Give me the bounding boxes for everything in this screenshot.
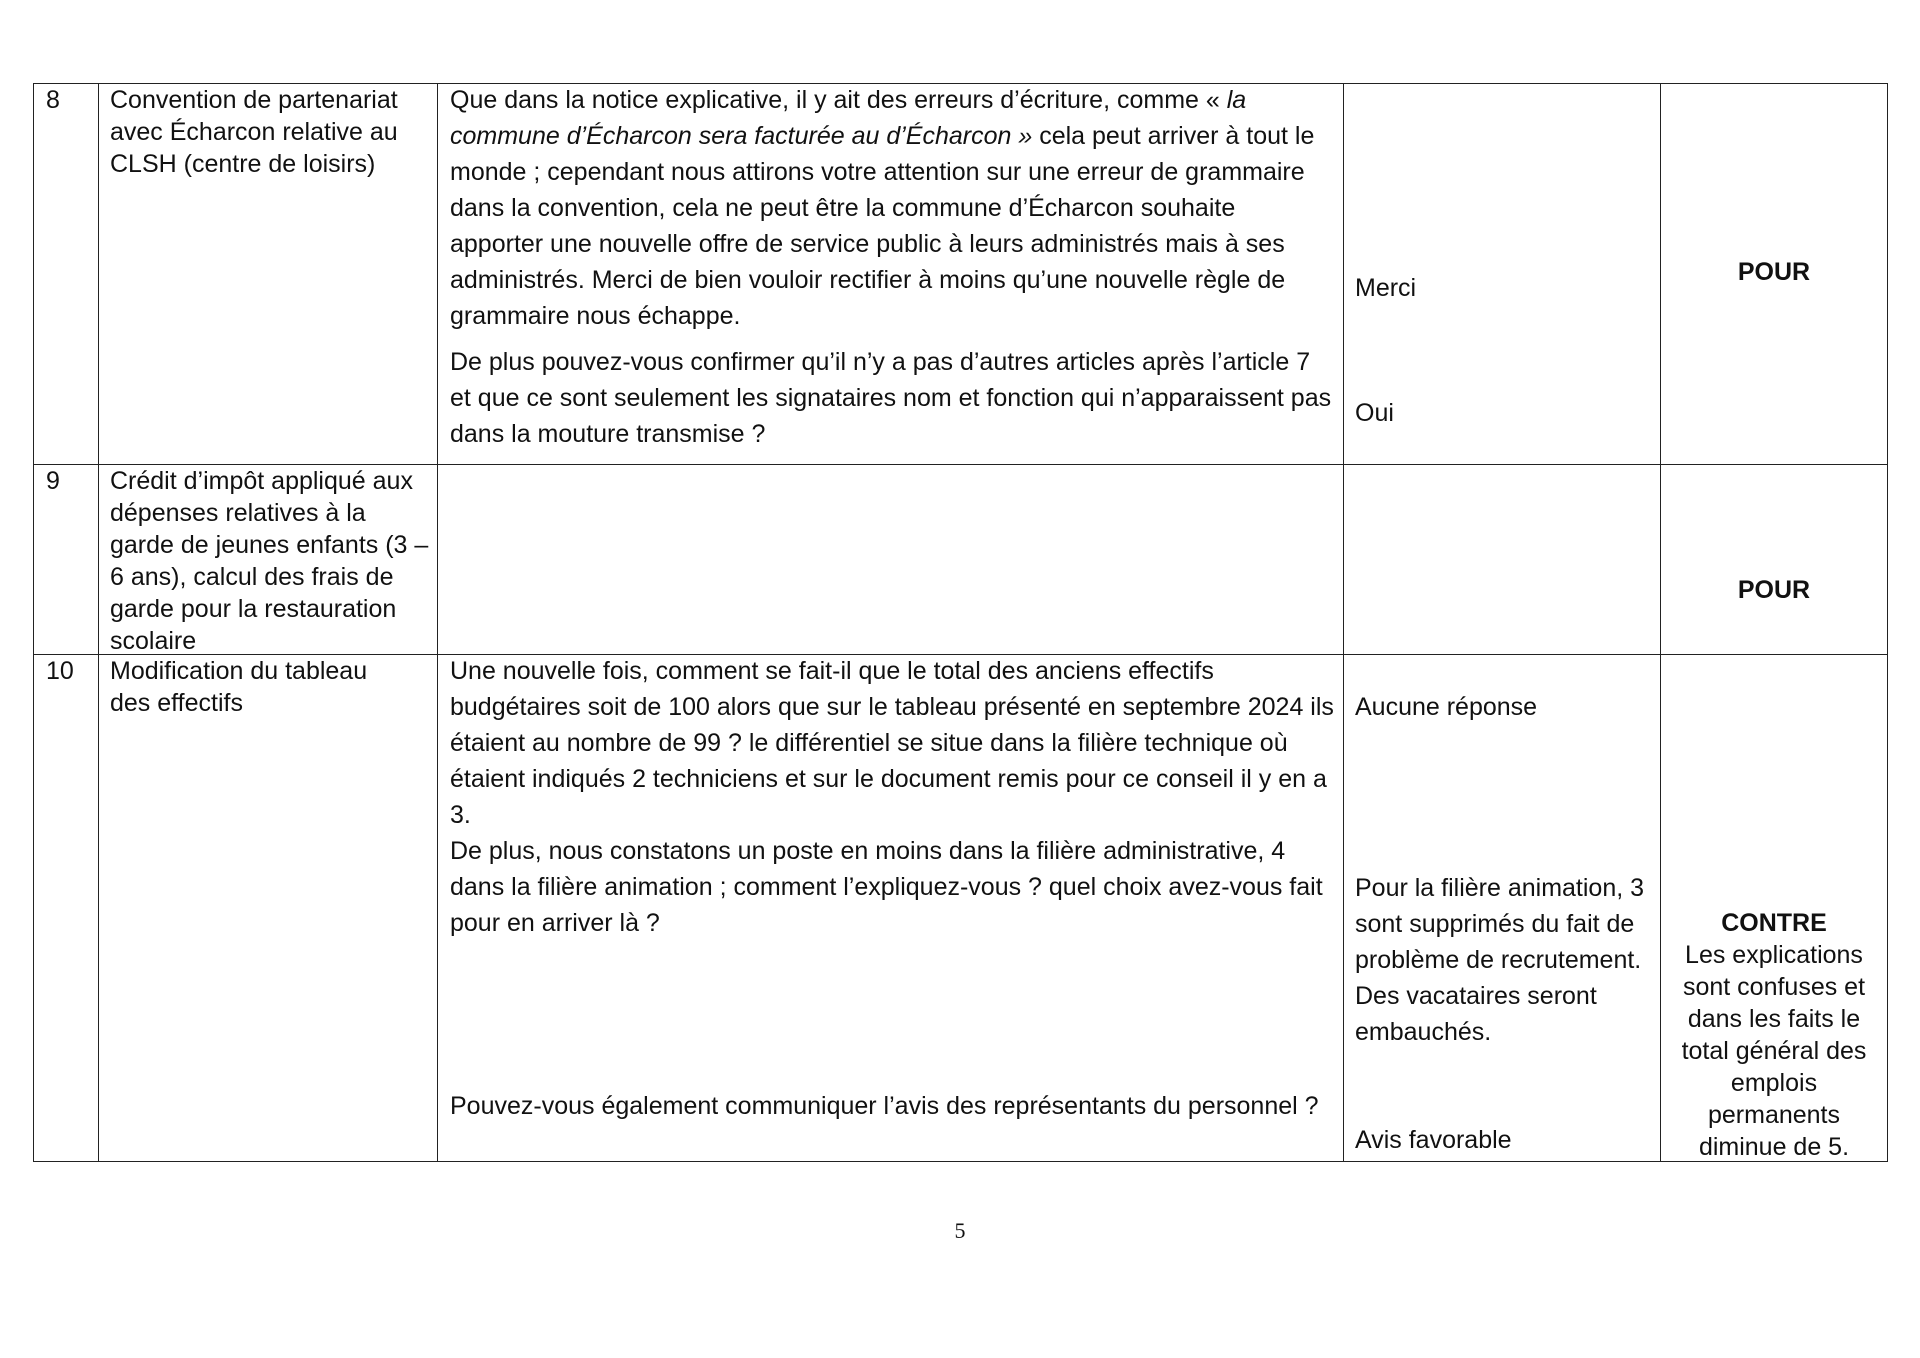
row10-num-cell xyxy=(33,654,99,1162)
row9-subject: Crédit d’impôt appliqué aux dépenses relatives à la garde de jeunes enfants (3 – 6 ans), calcul des frais de garde pour la restauration scolaire xyxy=(110,467,429,655)
row8-num-cell xyxy=(33,83,99,465)
row9-vote: POUR xyxy=(1737,576,1811,604)
row10-question-p2: De plus, nous constatons un poste en moins dans la filière administrative, 4 dans la filière animation ; comment l’expliquez-vous ? quel choix avez-vous fait pour en arriver là ? xyxy=(450,837,1323,937)
page-number: 5 xyxy=(954,1218,966,1243)
row8-vote: POUR xyxy=(1737,258,1811,286)
row10-question-p1: Une nouvelle fois, comment se fait-il que le total des anciens effectifs budgétaires soit de 100 alors que sur le tableau présenté en septembre 2024 ils étaient au nombre de 99 ? le différentiel se situe dans la filière technique où étaient indiqués 2 techniciens et sur le document remis pour ce conseil il y en a 3. xyxy=(450,657,1334,829)
row10-vote: CONTRE xyxy=(1721,909,1827,937)
row10-answer-2: Pour la filière animation, 3 sont supprimés du fait de problème de recrutement. Des vacataires seront embauchés. xyxy=(1355,874,1645,1046)
row10-answer-3: Avis favorable xyxy=(1355,1126,1512,1154)
row8-question-p1: Que dans la notice explicative, il y ait des erreurs d’écriture, comme « la commune d’Écharcon sera facturée au d’Écharcon » cela peut arriver à tout le monde ; cependant nous attirons votre attention sur une erreur de grammaire dans la convention, cela ne peut être la commune d’Écharcon souhaite apporter une nouvelle offre de service public à leurs administrés mais à ses administrés. Merci de bien vouloir rectifier à moins qu’une nouvelle règle de grammaire nous échappe. xyxy=(450,86,1315,330)
row8-subject: Convention de partenariat avec Écharcon relative au CLSH (centre de loisirs) xyxy=(110,86,398,178)
row9-vote-cell xyxy=(1660,464,1888,655)
row10-question-p3: Pouvez-vous également communiquer l’avis des représentants du personnel ? xyxy=(450,1092,1319,1120)
row8-answer-1: Merci xyxy=(1355,274,1417,302)
row8-question-p2: De plus pouvez-vous confirmer qu’il n’y a pas d’autres articles après l’article 7 et que ce sont seulement les signataires nom et fonction qui n’apparaissent pas dans la mouture transmise ? xyxy=(450,348,1332,448)
row9-question-cell xyxy=(437,464,1344,655)
row9-answer-cell xyxy=(1343,464,1661,655)
row9-number: 9 xyxy=(46,467,60,495)
row8-answer-2: Oui xyxy=(1355,399,1394,427)
row10-subject: Modification du tableau des effectifs xyxy=(110,657,368,717)
row9-num-cell xyxy=(33,464,99,655)
row10-vote-comment: Les explications sont confuses et dans les faits le total général des emplois permanents diminue de 5. xyxy=(1681,941,1867,1161)
row10-number: 10 xyxy=(46,657,74,685)
row8-number: 8 xyxy=(46,86,60,114)
row10-answer-1: Aucune réponse xyxy=(1355,693,1538,721)
row10-subject-cell xyxy=(98,654,438,1162)
